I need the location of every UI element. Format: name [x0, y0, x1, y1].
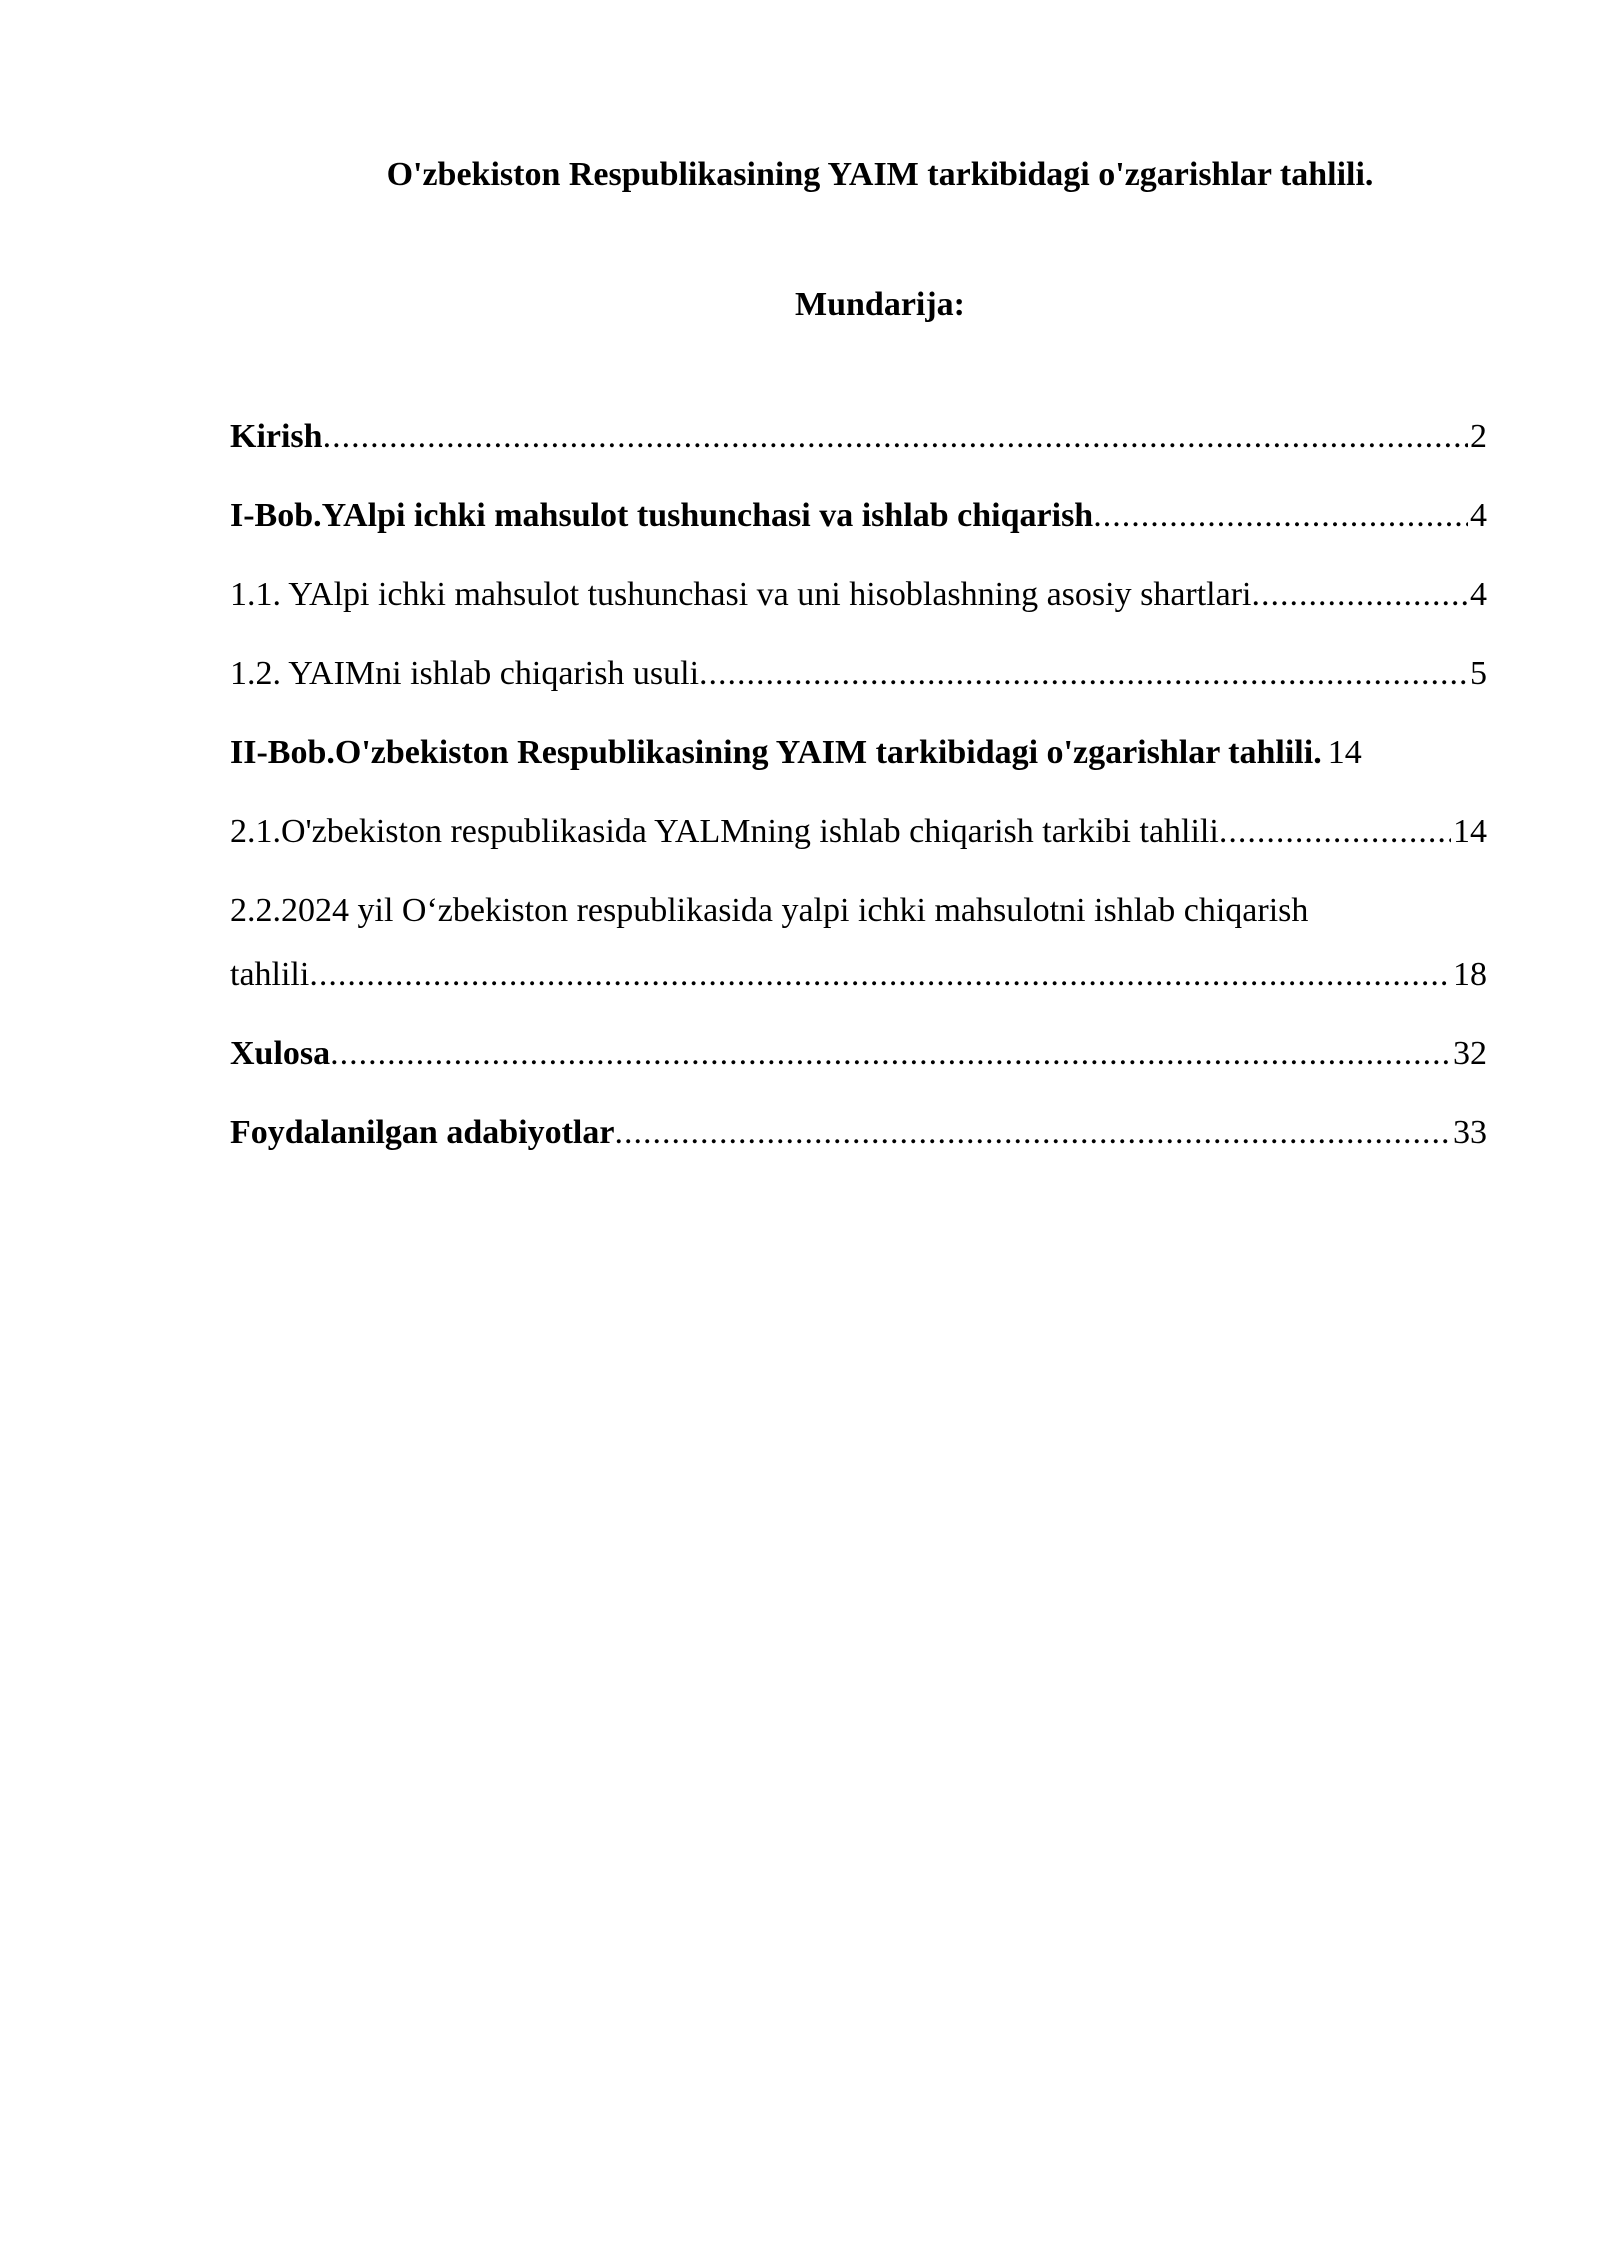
toc-dot-leader	[1219, 807, 1451, 857]
toc-entry-section-2-2[interactable]	[230, 886, 1487, 1000]
toc-dot-leader	[1093, 491, 1468, 541]
table-of-contents	[230, 412, 1487, 1187]
toc-page-number: 5	[1470, 655, 1487, 692]
toc-entry-label: Kirish	[230, 418, 323, 455]
toc-entry-references[interactable]	[230, 1108, 1487, 1158]
toc-page-number: 14	[1327, 734, 1362, 771]
toc-entry-section-1-1[interactable]	[230, 570, 1487, 620]
toc-heading: Mundarija:	[795, 286, 965, 323]
toc-entry-label: Foydalanilgan adabiyotlar	[230, 1114, 615, 1151]
toc-page-number: 18	[1453, 956, 1487, 993]
toc-entry-kirish[interactable]	[230, 412, 1487, 462]
toc-entry-label: 2.1.O'zbekiston respublikasida YALMning ishlab chiqarish tarkibi tahlili	[230, 813, 1219, 850]
toc-dot-leader	[1251, 570, 1468, 620]
toc-entry-continuation	[230, 950, 1487, 1000]
toc-page-number: 14	[1453, 813, 1487, 850]
toc-dot-leader	[330, 1029, 1451, 1079]
toc-entry-label: 1.1. YAlpi ichki mahsulot tushunchasi va uni hisoblashning asosiy shartlari	[230, 576, 1252, 613]
toc-page-number: 33	[1453, 1114, 1487, 1151]
toc-entry-chapter-2[interactable]	[230, 728, 1487, 778]
toc-page-number: 4	[1470, 497, 1487, 534]
toc-entry-label: II-Bob.O'zbekiston Respublikasining YAIM tarkibidagi o'zgarishlar tahlili.	[230, 734, 1322, 771]
toc-entry-xulosa[interactable]	[230, 1029, 1487, 1079]
toc-entry-label-line-2: tahlili	[230, 956, 310, 993]
toc-dot-leader	[614, 1108, 1451, 1158]
toc-page-number: 2	[1470, 418, 1487, 455]
toc-entry-section-1-2[interactable]	[230, 649, 1487, 699]
toc-page-number: 4	[1470, 576, 1487, 613]
toc-entry-label: Xulosa	[230, 1035, 331, 1072]
document-title: O'zbekiston Respublikasining YAIM tarkibidagi o'zgarishlar tahlili.	[386, 156, 1374, 193]
toc-entry-chapter-1[interactable]	[230, 491, 1487, 541]
toc-entry-label-line-1: 2.2.2024 yil O‘zbekiston respublikasida yalpi ichki mahsulotni ishlab chiqarish	[230, 892, 1309, 929]
toc-page-number: 32	[1453, 1035, 1487, 1072]
toc-dot-leader	[309, 950, 1451, 1000]
toc-entry-label: 1.2. YAIMni ishlab chiqarish usuli	[230, 655, 700, 692]
toc-entry-label: I-Bob.YAlpi ichki mahsulot tushunchasi va ishlab chiqarish	[230, 497, 1094, 534]
toc-dot-leader	[699, 649, 1468, 699]
toc-entry-section-2-1[interactable]	[230, 807, 1487, 857]
toc-dot-leader	[323, 412, 1468, 462]
